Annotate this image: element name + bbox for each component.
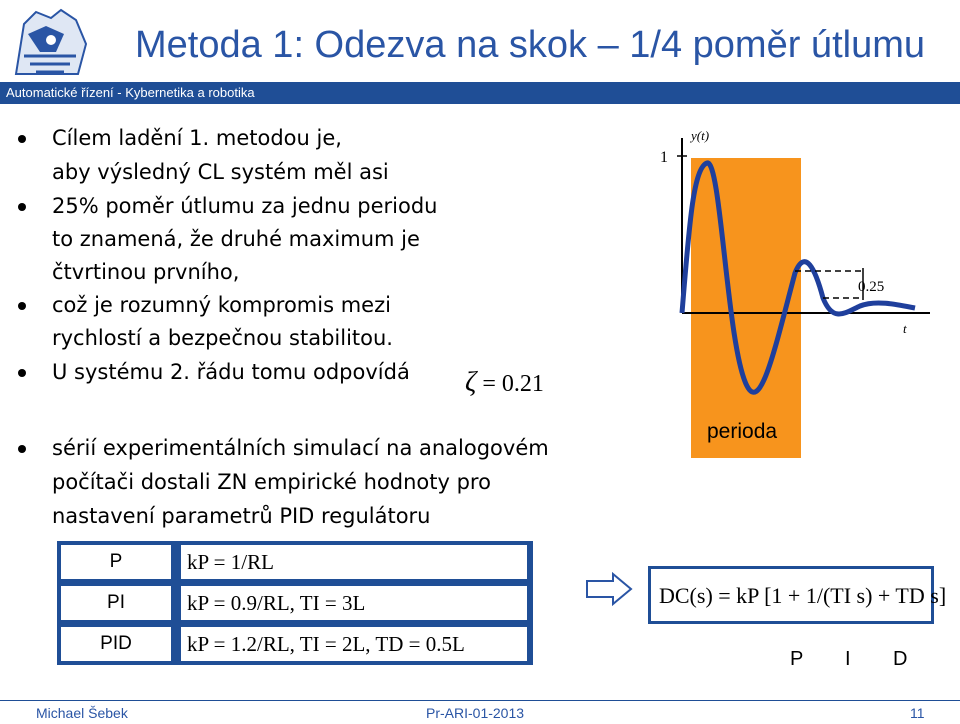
ctu-lion-logo [6,4,96,82]
table-row-formula: kP = 0.9/RL, TI = 3L [181,586,527,620]
step-response-chart [655,128,935,458]
zn-parameter-table [57,541,533,665]
ratio-label: 0.25 [858,279,885,295]
bullet-dot [18,445,26,453]
arrow-right-icon [585,572,635,606]
bullet-line: U systému 2. řádu tomu odpovídá [52,360,410,384]
y-axis-label: y(t) [691,128,710,143]
bullet-line: rychlostí a bezpečnou stabilitou. [52,326,393,350]
pid-label-d: D [893,648,908,670]
zeta-value: = 0.21 [482,371,544,397]
page-title: Metoda 1: Odezva na skok – 1/4 poměr útlumu [135,24,925,66]
footer-code: Pr-ARI-01-2013 [426,705,525,721]
table-row-label: PID [61,627,171,661]
pid-label-p: P [790,648,804,670]
table-row-formula: kP = 1/RL [181,545,527,579]
bullet-line: Cílem ladění 1. metodou je, [52,126,342,150]
y-tick-label: 1 [660,149,668,166]
bullet-line: nastavení parametrů PID regulátoru [52,504,431,528]
bullet-line: 25% poměr útlumu za jednu periodu [52,194,438,218]
bullet-line: počítači dostali ZN empirické hodnoty pro [52,470,491,494]
zeta-equation [465,367,544,399]
footer-page-number: 11 [910,705,925,721]
zeta-symbol: ζ [465,367,477,398]
footer-divider [0,700,960,701]
x-axis-label: t [903,321,907,336]
pid-label-i: I [845,648,851,670]
bullet-line: to znamená, že druhé maximum je [52,227,420,251]
pid-formula [651,569,947,621]
band-label: perioda [707,420,778,443]
bullet-dot [18,203,26,211]
bullet-line: čtvrtinou prvního, [52,260,240,284]
bullet-dot [18,369,26,377]
subtitle-bar [0,82,960,104]
bullet-dot [18,135,26,143]
subtitle-text: Automatické řízení - Kybernetika a robotika [6,85,255,100]
table-row-label: P [61,545,171,579]
table-row-formula: kP = 1.2/RL, TI = 2L, TD = 0.5L [181,627,527,661]
pid-formula-text: DC(s) = kP [1 + 1/(TI s) + TD s] [659,583,947,608]
bullet-line: aby výsledný CL systém měl asi [52,160,389,184]
table-row-label: PI [61,586,171,620]
footer-author: Michael Šebek [36,705,128,721]
bullet-line: sérií experimentálních simulací na analogovém [52,436,549,460]
bullet-line: což je rozumný kompromis mezi [52,293,391,317]
pid-formula-box [648,566,947,624]
bullet-dot [18,302,26,310]
